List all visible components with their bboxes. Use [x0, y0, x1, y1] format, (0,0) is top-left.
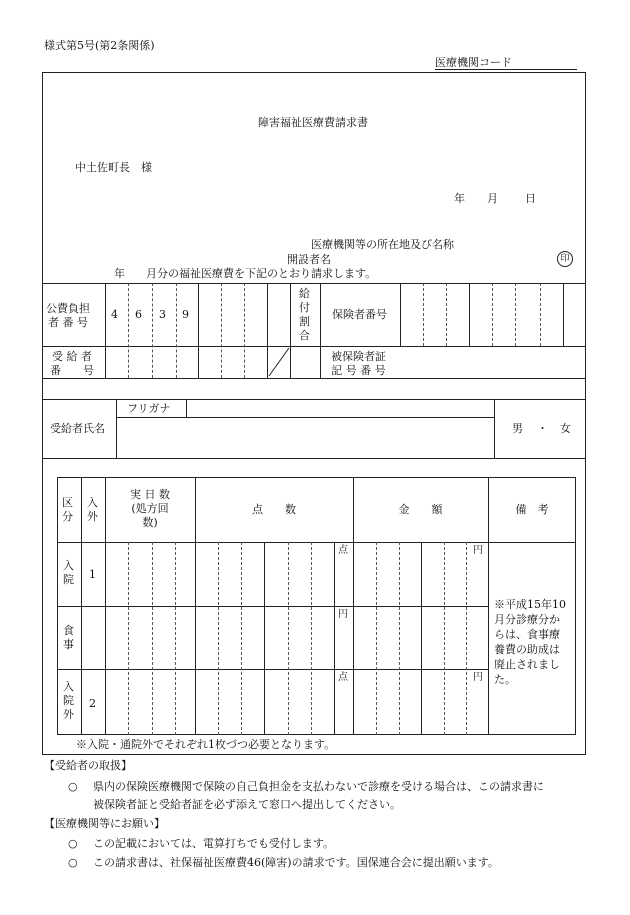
date-month[interactable]: 月: [487, 192, 498, 205]
institution-address-label: 医療機関等の所在地及び名称: [311, 238, 454, 251]
addressee: 中土佐町長 様: [75, 161, 152, 174]
institution-request-header: 【医療機関等にお願い】: [44, 817, 165, 830]
row-inpatient-number: 1: [89, 568, 96, 581]
remarks-note: ※平成15年10 月分診療分か らは、食事療 養費の助成は 廃止されまし た。: [494, 598, 566, 686]
outpatient-yen-unit: 円: [473, 672, 483, 683]
date-year[interactable]: 年: [454, 192, 465, 205]
insurer-number-label: 保険者番号: [332, 308, 387, 321]
inpatient-point-unit: 点: [338, 545, 348, 556]
claim-sentence: 月分の福祉医療費を下記のとおり請求します。: [146, 267, 377, 280]
form-number: 様式第5号(第2条関係): [44, 39, 155, 52]
institution-request-item1: この記載においては、電算打ちでも受付します。: [93, 837, 335, 850]
bullet-icon: ○: [68, 837, 78, 850]
col-amount-header: 金 額: [398, 503, 443, 516]
benefit-ratio-label: 給 付 割 合: [299, 287, 310, 342]
institution-code-field[interactable]: [435, 69, 577, 70]
institution-code-label: 医療機関コード: [435, 56, 512, 69]
row-inpatient-label: 入 院: [63, 559, 74, 586]
furigana-label: フリガナ: [127, 402, 171, 415]
recipient-name-label: 受給者氏名: [50, 422, 105, 435]
bottom-note: ※入院・通院外でそれぞれ1枚づつ必要となります。: [76, 738, 336, 751]
col-inout-header: 入 外: [87, 496, 98, 523]
gender-male[interactable]: 男: [512, 422, 523, 435]
form-title: 障害福祉医療費請求書: [258, 116, 368, 129]
insured-card-label: 被保険者証 記 号 番 号: [331, 350, 386, 377]
row-meal-label: 食 事: [63, 624, 74, 651]
recipient-handling-line1: 県内の保険医療機関で保険の自己負担金を支払わないで診療を受ける場合は、この請求書に: [93, 780, 544, 793]
date-day[interactable]: 日: [525, 192, 536, 205]
founder-label: 開設者名: [287, 253, 331, 266]
institution-request-item2: この請求書は、社保福祉医療費46(障害)の請求です。国保連合会に提出願います。: [93, 856, 499, 869]
recipient-handling-line2: 被保険者証と受給者証を必ず添えて窓口へ提出してください。: [93, 798, 401, 811]
row-outpatient-label: 入 院 外: [63, 680, 74, 721]
slash-mark: [267, 346, 291, 378]
recipient-number-label: 受 給 者 番 号: [50, 350, 94, 377]
gender-female[interactable]: 女: [560, 422, 571, 435]
payer-digit-2: 6: [135, 308, 142, 321]
bullet-icon: ○: [68, 856, 78, 869]
inpatient-yen-unit: 円: [473, 545, 483, 556]
meal-yen-unit: 円: [338, 609, 348, 620]
claim-year[interactable]: 年: [114, 267, 125, 280]
col-category-header: 区 分: [62, 496, 73, 523]
col-remarks-header: 備 考: [515, 503, 549, 516]
payer-number-label: 公費負担 者 番 号: [46, 302, 90, 329]
row-outpatient-number: 2: [89, 697, 96, 710]
payer-digit-3: 3: [159, 308, 166, 321]
seal-mark: 印: [557, 251, 573, 267]
col-points-header: 点 数: [252, 503, 296, 516]
outpatient-point-unit: 点: [338, 672, 348, 683]
recipient-handling-header: 【受給者の取扱】: [44, 759, 132, 772]
payer-digit-1: 4: [111, 308, 118, 321]
gender-dot: ・: [537, 422, 548, 435]
bullet-icon: ○: [68, 780, 78, 793]
payer-digit-4: 9: [182, 308, 189, 321]
col-days-header: 実 日 数 (処方回 数): [130, 488, 170, 529]
